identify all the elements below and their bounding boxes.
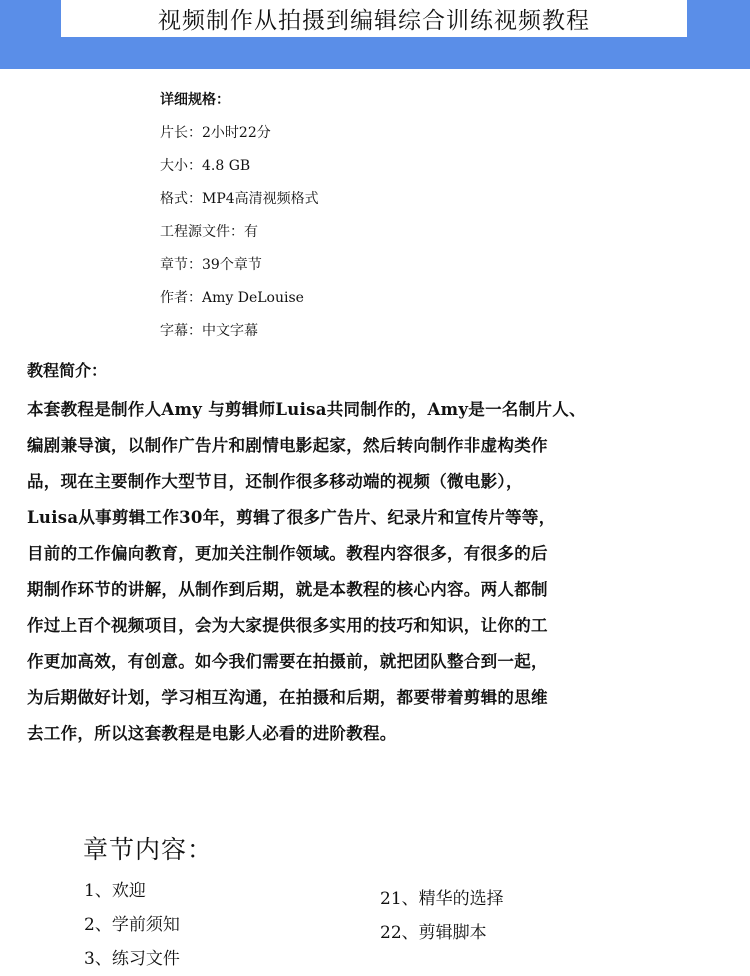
intro-line: 品，现在主要制作大型节目，还制作很多移动端的视频（微电影）， — [27, 472, 523, 491]
intro-line: 编剧兼导演，以制作广告片和剧情电影起家，然后转向制作非虚构类作 — [27, 436, 548, 455]
intro-line: 本套教程是制作人Amy 与剪辑师Luisa共同制作的，Amy是一名制片人、 — [27, 400, 586, 419]
intro-paragraph — [27, 393, 727, 753]
chapter-list-right — [380, 882, 504, 950]
chapter-item: 22、剪辑脚本 — [380, 923, 487, 943]
spec-duration: 片长：2小时22分 — [160, 125, 271, 141]
header-banner — [0, 0, 750, 69]
spec-format: 格式：MP4高清视频格式 — [160, 191, 319, 207]
title-box — [61, 0, 687, 37]
chapter-item: 21、精华的选择 — [380, 889, 504, 909]
chapter-item: 2、学前须知 — [84, 915, 180, 935]
intro-line: 作更加高效，有创意。如今我们需要在拍摄前，就把团队整合到一起， — [27, 652, 548, 671]
intro-heading: 教程简介： — [27, 361, 108, 380]
intro-line: 作过上百个视频项目，会为大家提供很多实用的技巧和知识，让你的工 — [27, 616, 548, 635]
intro-line: 为后期做好计划，学习相互沟通，在拍摄和后期，都要带着剪辑的思维 — [27, 688, 548, 707]
intro-line: 目前的工作偏向教育，更加关注制作领域。教程内容很多，有很多的后 — [27, 544, 548, 563]
chapters-title: 章节内容： — [83, 835, 214, 864]
chapter-item: 1、欢迎 — [84, 881, 146, 901]
spec-size: 大小：4.8 GB — [160, 158, 251, 174]
spec-project-files: 工程源文件：有 — [160, 224, 258, 240]
intro-line: 期制作环节的讲解，从制作到后期，就是本教程的核心内容。两人都制 — [27, 580, 548, 599]
chapter-item: 3、练习文件 — [84, 949, 180, 969]
intro-line: Luisa从事剪辑工作30年，剪辑了很多广告片、纪录片和宣传片等等， — [27, 508, 556, 527]
spec-chapters: 章节：39个章节 — [160, 257, 262, 273]
spec-author: 作者：Amy DeLouise — [160, 290, 304, 306]
spec-subtitles: 字幕：中文字幕 — [160, 323, 258, 339]
spec-list — [160, 88, 580, 352]
intro-line: 去工作，所以这套教程是电影人必看的进阶教程。 — [27, 724, 397, 743]
chapter-list-left — [84, 874, 180, 976]
spec-heading: 详细规格： — [160, 92, 230, 108]
page-title: 视频制作从拍摄到编辑综合训练视频教程 — [158, 8, 590, 34]
